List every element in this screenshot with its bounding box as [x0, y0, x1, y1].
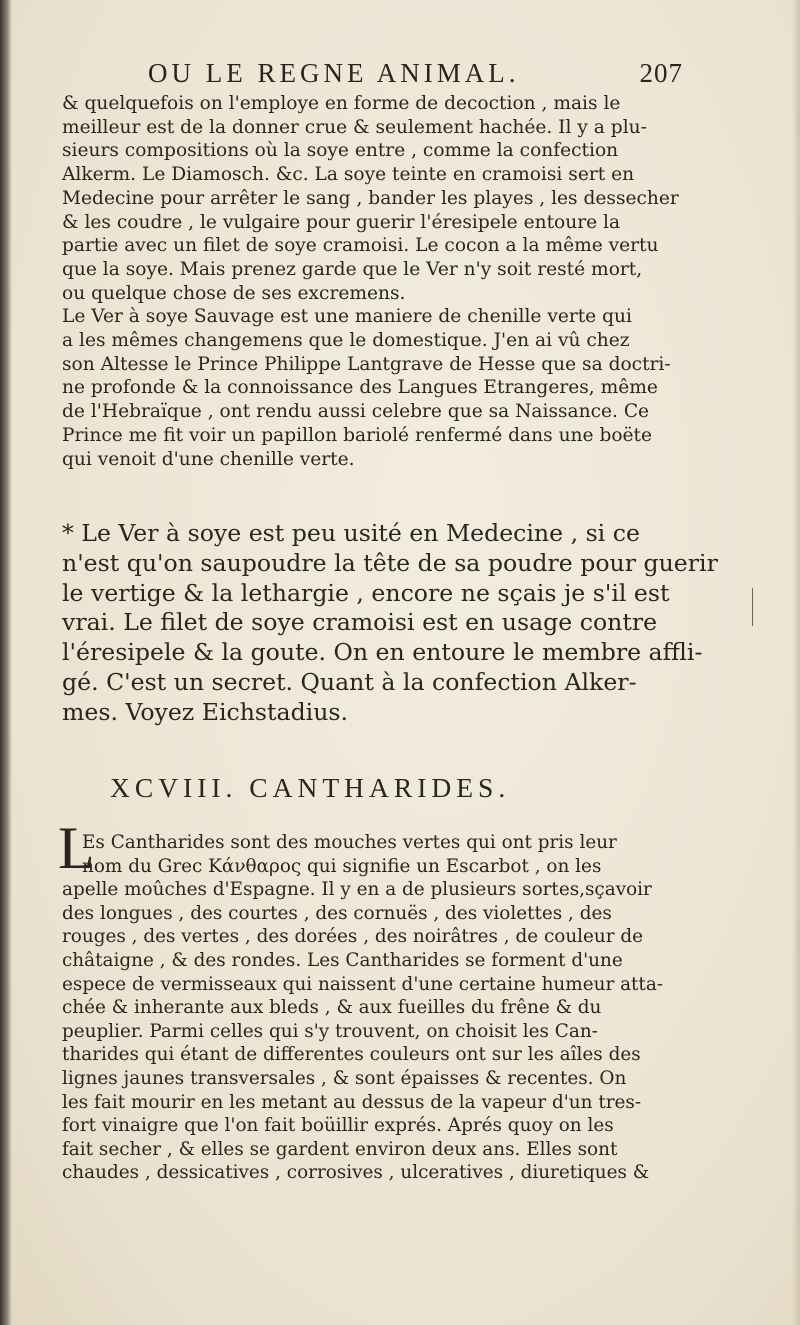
- text-line: Prince me fit voir un papillon bariolé renfermé dans une boëte: [62, 424, 653, 446]
- text-line: qui venoit d'une chenille verte.: [62, 448, 355, 470]
- text-line: peuplier. Parmi celles qui s'y trouvent, on choisit les Can-: [62, 1020, 598, 1042]
- text-line: & quelquefois on l'employe en forme de decoction , mais le: [62, 93, 621, 114]
- text-line: tharides qui étant de differentes couleurs ont sur les aîles des: [62, 1044, 641, 1066]
- paragraph-silk-use: [62, 92, 679, 471]
- text-line: fait secher , & elles se gardent environ deux ans. Elles sont: [62, 1138, 618, 1160]
- text-line: les fait mourir en les metant au dessus de la vapeur d'un tres-: [62, 1091, 642, 1113]
- drop-cap: L: [58, 815, 95, 881]
- text-line: mes. Voyez Eichstadius.: [62, 697, 349, 726]
- text-line: ou quelque chose de ses excremens.: [62, 282, 406, 304]
- text-line: a les mêmes changemens que le domestique. J'en ai vû chez: [62, 330, 630, 352]
- text-line: Es Cantharides sont des mouches vertes qui ont pris leur: [82, 832, 617, 853]
- text-line: châtaigne , & des rondes. Les Cantharides se forment d'une: [62, 949, 623, 971]
- text-line: l'éresipele & la goute. On en entoure le membre affli-: [62, 638, 703, 667]
- text-line: chée & inherante aux bleds , & aux fueilles du frêne & du: [62, 997, 602, 1019]
- text-line: meilleur est de la donner crue & seulement hachée. Il y a plu-: [62, 116, 647, 138]
- text-line: que la soye. Mais prenez garde que le Ver n'y soit resté mort,: [62, 258, 643, 280]
- paragraph-cantharides: [62, 831, 663, 1185]
- text-line: n'est qu'on saupoudre la tête de sa poudre pour guerir: [62, 548, 718, 577]
- text-line: partie avec un filet de soye cramoisi. Le cocon a la même vertu: [62, 235, 659, 257]
- text-line: lignes jaunes transversales , & sont épaisses & recentes. On: [62, 1067, 627, 1089]
- page-number: 207: [639, 58, 683, 88]
- text-line: espece de vermisseaux qui naissent d'une certaine humeur atta-: [62, 973, 664, 995]
- text-line: * Le Ver à soye est peu usité en Medecine , si ce: [62, 519, 640, 547]
- text-line: fort vinaigre que l'on fait boüillir exprés. Aprés quoy on les: [62, 1115, 614, 1137]
- text-line: gé. C'est un secret. Quant à la confection Alker-: [62, 667, 637, 696]
- page-spine-shadow: [0, 0, 12, 1325]
- text-line: & les coudre , le vulgaire pour guerir l'éresipele entoure la: [62, 211, 621, 233]
- margin-mark: [752, 588, 753, 626]
- text-line: des longues , des courtes , des cornuës , des violettes , des: [62, 902, 612, 924]
- text-line: rouges , des vertes , des dorées , des noirâtres , de couleur de: [62, 926, 644, 948]
- text-line: apelle moûches d'Espagne. Il y en a de plusieurs sortes,sçavoir: [62, 879, 652, 901]
- header-title: OU LE REGNE ANIMAL.: [148, 58, 520, 88]
- text-line: son Altesse le Prince Philippe Lantgrave de Hesse que sa doctri-: [62, 353, 671, 375]
- text-line: Le Ver à soye Sauvage est une maniere de chenille verte qui: [62, 306, 632, 328]
- page-edge: [792, 0, 800, 1325]
- text-line: Medecine pour arrêter le sang , bander les playes , les dessecher: [62, 187, 679, 209]
- text-line: nom du Grec Κάνθαρος qui signifie un Escarbot , on les: [82, 855, 602, 877]
- text-line: de l'Hebraïque , ont rendu aussi celebre que sa Naissance. Ce: [62, 401, 650, 423]
- footnote-paragraph: [62, 519, 718, 728]
- text-line: Alkerm. Le Diamosch. &c. La soye teinte en cramoisi sert en: [62, 164, 635, 186]
- text-line: ne profonde & la connoissance des Langues Etrangeres, même: [62, 377, 658, 399]
- text-line: sieurs compositions où la soye entre , comme la confection: [62, 140, 619, 162]
- text-line: vrai. Le filet de soye cramoisi est en usage contre: [62, 608, 658, 637]
- text-line: chaudes , dessicatives , corrosives , ulceratives , diuretiques &: [62, 1162, 650, 1184]
- section-heading: XCVIII. CANTHARIDES.: [110, 772, 511, 803]
- text-line: le vertige & la lethargie , encore ne sçais je s'il est: [62, 578, 670, 607]
